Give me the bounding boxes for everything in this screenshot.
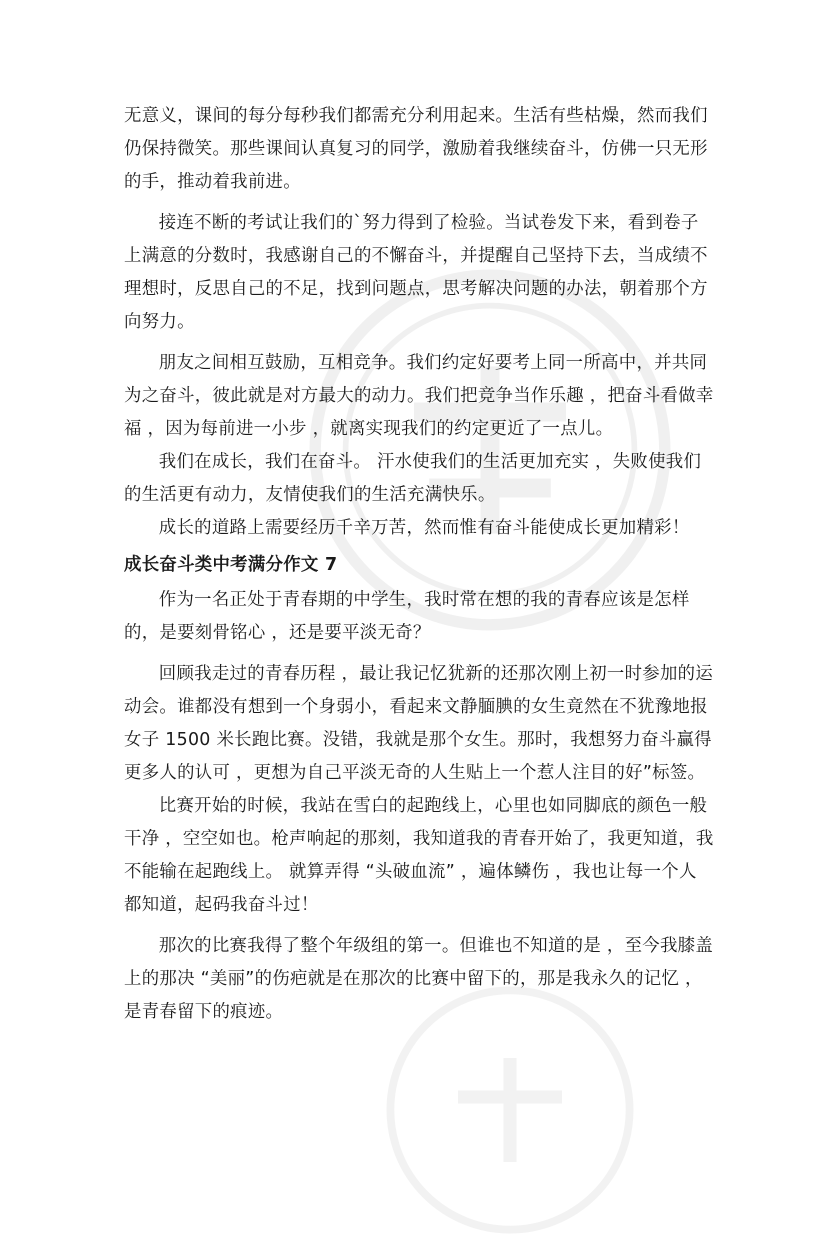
paragraph: 作为一名正处于青春期的中学生，我时常在想的我的青春应该是怎样的，是要刻骨铭心 ，还是要平淡无奇？	[124, 590, 690, 643]
paragraph: 那次的比赛我得了整个年级组的第一。但谁也不知道的是 ，至今我膝盖上的那决 “美丽”的伤疤就是在那次的比赛中留下的，那是我永久的记忆 ，是青春留下的痕迹。	[124, 936, 714, 1022]
paragraph: 回顾我走过的青春历程 ，最让我记忆犹新的还那次刚上初一时参加的运动会。谁都没有想到一个身弱小，看起来文静腼腆的女生竟然在不犹豫地报女子 1500 米长跑比赛。没错，我就是那个女生。那时，我想努力奋斗赢得更多人的认可 ，更想为自己平淡无奇的人生贴上一个惹人注目的好”标签。	[124, 664, 714, 783]
paragraph: 比赛开始的时候，我站在雪白的起跑线上，心里也如同脚底的颜色一般干净 ，空空如也。枪声响起的那刻，我知道我的青春开始了，我更知道，我不能输在起跑线上。 就算弄得 “头破血流” ，遍体鳞伤 ，我也让每一个人都知道，起码我奋斗过！	[124, 796, 714, 915]
article-body	[124, 100, 714, 1029]
paragraph: 我们在成长，我们在奋斗。 汗水使我们的生活更加充实 ，失败使我们的生活更有动力，友情使我们的生活充满快乐。	[124, 452, 702, 505]
paragraph: 朋友之间相互鼓励，互相竞争。我们约定好要考上同一所高中，并共同为之奋斗，彼此就是对方最大的动力。我们把竞争当作乐趣 ，把奋斗看做幸福 ，因为每前进一小步 ，就离实现我们的约定更近了一点儿。	[124, 353, 714, 439]
paragraph: 接连不断的考试让我们的`努力得到了检验。当试卷发下来，看到卷子上满意的分数时，我感谢自己的不懈奋斗，并提醒自己坚持下去，当成绩不理想时，反思自己的不足，找到问题点，思考解决问题的办法，朝着那个方向努力。	[124, 213, 708, 332]
section-heading: 成长奋斗类中考满分作文 7	[124, 555, 338, 575]
paragraph-continued: 无意义，课间的每分每秒我们都需充分利用起来。生活有些枯燥，然而我们仍保持微笑。那些课间认真复习的同学，激励着我继续奋斗，仿佛一只无形的手，推动着我前进。	[124, 106, 708, 192]
paragraph: 成长的道路上需要经历千辛万苦，然而惟有奋斗能使成长更加精彩！	[158, 518, 690, 538]
